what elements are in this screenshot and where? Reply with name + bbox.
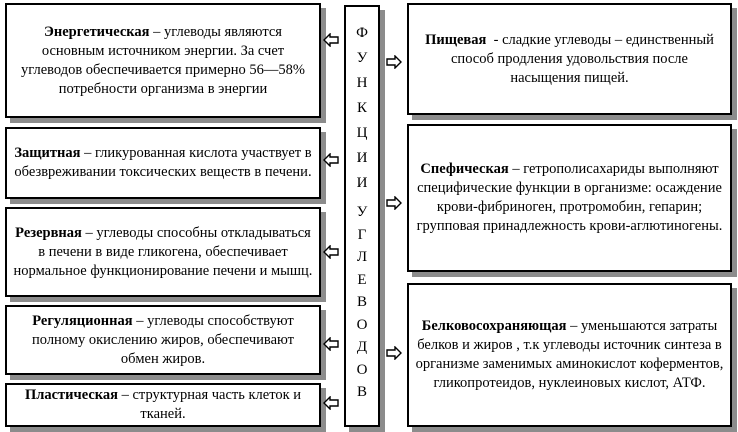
function-title: Резервная <box>15 224 82 241</box>
function-text <box>13 144 313 182</box>
title-letter: Д <box>356 339 368 355</box>
title-letter: Е <box>357 271 367 288</box>
separator: – <box>566 318 581 334</box>
function-description: гетрополисахариды выполняют специфические функции в организме: осаждение крови-фибриноген, протромобин, гепарин; групповая принадлежность крови-аглютиногены. <box>416 161 723 234</box>
function-description: структурная часть клеток и тканей. <box>132 387 302 422</box>
function-title: Пластическая <box>24 387 118 403</box>
function-description: углеводы способствуют полному окислению жиров, обеспечивают обмен жиров. <box>32 312 294 367</box>
arrow-right-icon <box>386 55 402 69</box>
function-title: Пищевая <box>425 31 487 48</box>
function-title: Белковосохраняющая <box>421 318 567 334</box>
center-title-column <box>344 5 380 427</box>
title-letter: Г <box>357 226 367 243</box>
function-box-reserve <box>5 207 321 297</box>
separator: - <box>486 31 503 48</box>
function-text <box>415 31 724 88</box>
title-letter: У <box>356 50 368 66</box>
separator: – <box>80 145 95 161</box>
title-letter: В <box>356 294 367 310</box>
function-box-energy <box>5 3 321 118</box>
function-box-regulatory <box>5 305 321 375</box>
function-text <box>415 160 724 236</box>
title-letter: Л <box>356 249 368 265</box>
title-letter: В <box>356 384 367 400</box>
function-title: Защитная <box>14 145 81 161</box>
title-letter: О <box>356 316 368 333</box>
function-box-specific <box>407 124 732 272</box>
title-letter: У <box>356 204 368 220</box>
separator: – <box>118 387 133 403</box>
function-description: сладкие углеводы – единственный способ продления удовольствия после насыщения пищей. <box>451 31 714 86</box>
function-description: углеводы способны откладываться в печени в виде гликогена, обеспечивает нормальное функционирование печени и мышц. <box>13 224 313 279</box>
title-letter: Ц <box>356 125 368 141</box>
title-letter: Н <box>356 75 368 91</box>
function-description: углеводы являются основным источником энергии. За счет углеводов обеспечивается примерно 56—58% потребности организма в энергии <box>21 23 305 97</box>
title-letter: И <box>356 175 368 191</box>
function-description: уменьшаются затраты белков и жиров , т.к углеводы источник синтеза в организме заменимых аминокислот коферментов, гликопротеидов, нуклеиновых кислот, АТФ. <box>415 318 724 391</box>
function-title: Регуляционная <box>32 312 133 329</box>
function-box-protective <box>5 127 321 199</box>
title-letter: Ф <box>356 25 368 41</box>
separator: – <box>81 224 97 241</box>
separator: – <box>508 161 524 177</box>
function-description: гликурованная кислота участвует в обезвреживании токсических веществ в печени. <box>14 145 312 180</box>
function-box-plastic <box>5 383 321 427</box>
function-title: Спефическая <box>420 161 509 177</box>
separator: – <box>132 312 148 329</box>
function-text <box>13 312 313 369</box>
function-title: Энергетическая <box>44 23 150 40</box>
title-letter: О <box>356 361 368 378</box>
arrow-right-icon <box>386 196 402 210</box>
function-text <box>13 224 313 281</box>
function-text <box>415 317 724 393</box>
function-box-food <box>407 3 732 115</box>
title-letter: К <box>356 100 367 116</box>
arrow-left-icon <box>323 153 339 167</box>
function-text <box>13 386 313 424</box>
arrow-left-icon <box>323 33 339 47</box>
title-letter: И <box>356 150 368 166</box>
function-box-protein-sparing <box>407 283 732 427</box>
separator: – <box>149 23 164 40</box>
function-text <box>13 23 313 99</box>
arrow-right-icon <box>386 346 402 360</box>
arrow-left-icon <box>323 396 339 410</box>
arrow-left-icon <box>323 245 339 259</box>
arrow-left-icon <box>323 337 339 351</box>
